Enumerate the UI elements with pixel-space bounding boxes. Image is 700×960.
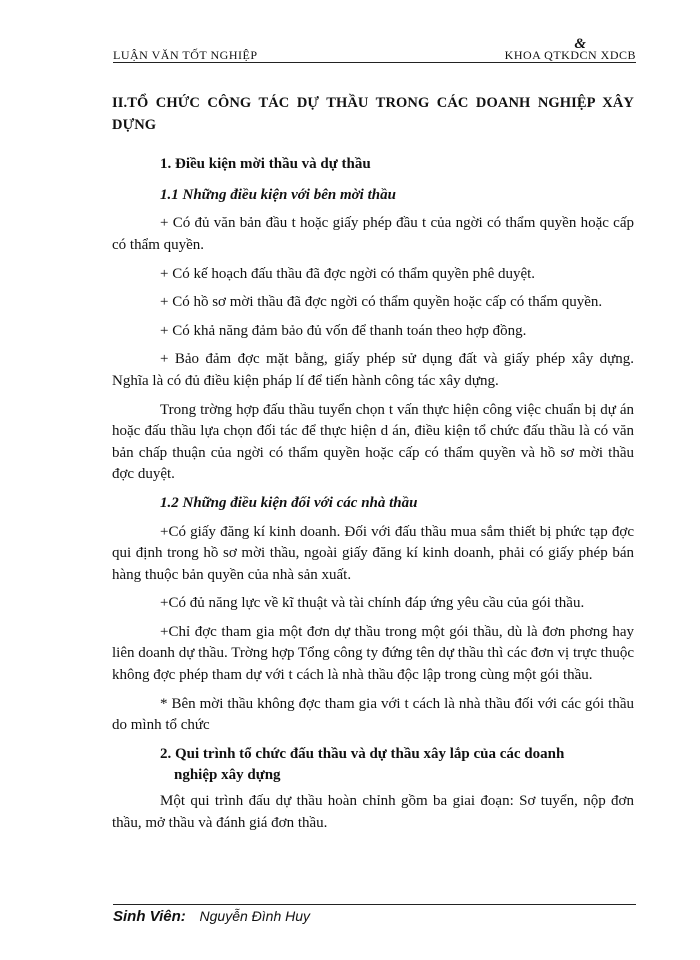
footer-student-name: Nguyễn Đình Huy	[199, 908, 311, 924]
paragraph-3: + Có hồ sơ mời thầu đã đợc ngời có thẩm quyền hoặc cấp có thẩm quyền.	[160, 294, 603, 311]
paragraph-2: + Có kế hoạch đấu thầu đã đợc ngời có thẩm quyền phê duyệt.	[160, 265, 536, 282]
paragraph-5: + Bảo đảm đợc mặt bằng, giấy phép sử dụng đất và giấy phép xây dựng. Nghĩa là có đủ điều kiện pháp lí để tiến hành công tác xây dựng.	[112, 351, 634, 389]
paragraph-9: +Chỉ đợc tham gia một đơn dự thầu trong một gói thầu, dù là đơn phơng hay liên doanh dự thầu. Trờng hợp Tổng công ty đứng tên dự thầu thì các đơn vị trực thuộc không đợc phép tham dự với t cách là nhà thầu độc lập trong cùng một gói thầu.	[112, 623, 634, 684]
heading-2	[160, 744, 634, 787]
section-title: II.TỔ CHỨC CÔNG TÁC DỰ THẦU TRONG CÁC DOANH NGHIỆP XÂY DỰNG	[112, 95, 634, 133]
footer-divider	[113, 904, 636, 905]
page-body	[112, 93, 634, 841]
header-left-title: LUẬN VĂN TỐT NGHIỆP	[113, 48, 258, 62]
paragraph-1: + Có đủ văn bản đầu t hoặc giấy phép đầu t của ngời có thẩm quyền hoặc cấp có thẩm quyền.	[112, 215, 634, 253]
header-right-title: KHOA QTKDCN XDCB	[504, 48, 636, 62]
paragraph-7: +Có giấy đăng kí kinh doanh. Đối với đấu thầu mua sắm thiết bị phức tạp đợc qui định trong hồ sơ mời thầu, ngoài giấy đăng kí kinh doanh, phải có giấy phép bán hàng thuộc bản quyền của nhà sản xuất.	[112, 523, 634, 583]
paragraph-10: * Bên mời thầu không đợc tham gia với t cách là nhà thầu đối với các gói thầu do mình tổ chức	[112, 695, 634, 734]
paragraph-11: Một qui trình đấu dự thầu hoàn chỉnh gồm ba giai đoạn: Sơ tuyển, nộp đơn thầu, mở thầu và đánh giá đơn thầu.	[112, 793, 634, 831]
heading-1-1: 1.1 Những điều kiện với bên mời thầu	[160, 186, 396, 203]
footer-label: Sinh Viên:	[113, 908, 186, 925]
heading-2-line-2: nghiệp xây dựng	[174, 767, 281, 784]
page-footer	[113, 908, 310, 926]
heading-1: 1. Điều kiện mời thầu và dự thầu	[160, 156, 371, 173]
heading-1-2: 1.2 Những điều kiện đối với các nhà thầu	[160, 494, 418, 511]
page-header	[113, 36, 636, 63]
heading-2-line-1: 2. Qui trình tổ chức đấu thầu và dự thầu xây lắp của các doanh	[160, 745, 565, 762]
paragraph-8: +Có đủ năng lực về kĩ thuật và tài chính đáp ứng yêu cầu của gói thầu.	[160, 595, 585, 612]
paragraph-6: Trong trờng hợp đấu thầu tuyển chọn t vấn thực hiện công việc chuẩn bị dự án hoặc đấu thầu lựa chọn đối tác để thực hiện d án, điều kiện tổ chức đấu thầu là có văn bản chấp thuận của ngời có thẩm quyền hoặc cấp có thẩm quyền và hồ sơ mời thầu đợc duyệt.	[112, 401, 634, 483]
header-ampersand: &	[574, 36, 586, 52]
paragraph-4: + Có khả năng đảm bảo đủ vốn để thanh toán theo hợp đồng.	[160, 322, 527, 339]
